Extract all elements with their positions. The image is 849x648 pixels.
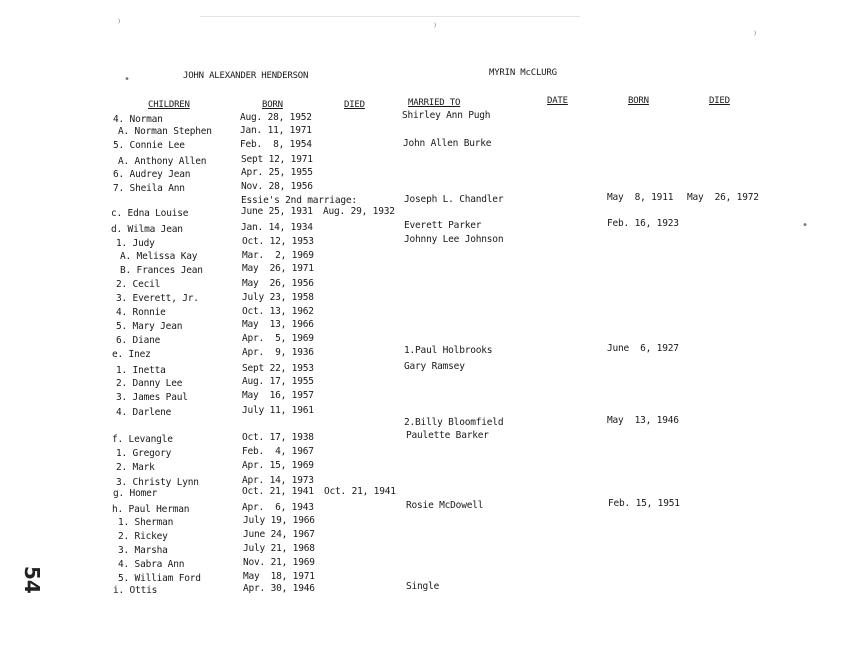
child-name: e. Inez: [112, 349, 151, 360]
child-name: 2. Danny Lee: [116, 378, 183, 389]
child-born: Oct. 21, 1941: [242, 486, 314, 497]
child-name: 2. Mark: [116, 462, 155, 473]
column-date: DATE: [547, 96, 568, 106]
child-name: 4. Darlene: [116, 407, 172, 418]
child-born: May 26, 1971: [242, 263, 314, 274]
child-name: 4. Ronnie: [116, 307, 166, 318]
married-to: John Allen Burke: [403, 138, 492, 149]
parent-name-left: JOHN ALEXANDER HENDERSON: [183, 71, 309, 81]
child-born: Apr. 15, 1969: [242, 460, 314, 471]
spouse-born: May 8, 1911: [607, 192, 674, 203]
child-name: g. Homer: [113, 488, 158, 499]
scan-speck: ⁾: [752, 30, 759, 41]
scan-speck: •: [124, 74, 131, 85]
married-to: 2.Billy Bloomfield: [404, 417, 504, 428]
child-name: c. Edna Louise: [111, 208, 189, 219]
married-to: Paulette Barker: [406, 430, 489, 441]
child-born: Oct. 17, 1938: [242, 432, 314, 443]
child-born: June 25, 1931: [241, 206, 313, 217]
child-born: May 18, 1971: [243, 571, 315, 582]
column-spouse-died: DIED: [709, 96, 730, 106]
married-to: Joseph L. Chandler: [404, 194, 504, 205]
married-to: Gary Ramsey: [404, 361, 465, 372]
child-name: 4. Sabra Ann: [118, 559, 185, 570]
child-died: Oct. 21, 1941: [324, 486, 396, 497]
child-name: 3. James Paul: [116, 392, 188, 403]
parent-name-right: MYRIN McCLURG: [489, 68, 557, 78]
child-born: Apr. 14, 1973: [242, 475, 314, 486]
married-to: Everett Parker: [404, 220, 482, 231]
marriage-note: Essie's 2nd marriage:: [241, 195, 357, 206]
child-name: 1. Gregory: [116, 448, 172, 459]
child-name: 7. Sheila Ann: [113, 183, 185, 194]
child-born: May 13, 1966: [242, 319, 314, 330]
child-name: A. Norman Stephen: [118, 126, 212, 137]
child-born: Mar. 2, 1969: [242, 250, 314, 261]
page-number: 54: [20, 566, 44, 594]
child-name: 1. Inetta: [116, 365, 166, 376]
child-name: 3. Everett, Jr.: [116, 293, 199, 304]
child-born: July 23, 1958: [242, 292, 314, 303]
scan-mark-top: [200, 16, 580, 17]
child-name: 3. Marsha: [118, 545, 168, 556]
child-born: Apr. 5, 1969: [242, 333, 314, 344]
spouse-born: Feb. 16, 1923: [607, 218, 679, 229]
child-name: 6. Diane: [116, 335, 161, 346]
child-name: f. Levangle: [112, 434, 173, 445]
scan-speck: ⁾: [116, 18, 123, 29]
child-born: Aug. 17, 1955: [242, 376, 314, 387]
spouse-died: May 26, 1972: [687, 192, 759, 203]
child-name: 6. Audrey Jean: [113, 169, 191, 180]
child-name: 5. William Ford: [118, 573, 201, 584]
child-born: Apr. 9, 1936: [242, 347, 314, 358]
married-to: Single: [406, 581, 440, 592]
child-born: Sept 12, 1971: [241, 154, 313, 165]
child-name: A. Melissa Kay: [120, 251, 198, 262]
column-died: DIED: [344, 100, 365, 110]
spouse-born: June 6, 1927: [607, 343, 679, 354]
child-name: 4. Norman: [113, 114, 163, 125]
child-born: Jan. 11, 1971: [240, 125, 312, 136]
child-born: July 11, 1961: [242, 405, 314, 416]
scan-speck: •: [802, 220, 809, 231]
child-born: May 26, 1956: [242, 278, 314, 289]
child-name: 5. Mary Jean: [116, 321, 183, 332]
child-born: Oct. 13, 1962: [242, 306, 314, 317]
column-married-to: MARRIED TO: [408, 98, 461, 108]
child-born: Jan. 14, 1934: [241, 222, 313, 233]
scan-speck: ⁾: [432, 22, 439, 33]
column-born: BORN: [262, 100, 283, 110]
married-to: Rosie McDowell: [406, 500, 484, 511]
child-died: Aug. 29, 1932: [323, 206, 395, 217]
child-name: 2. Cecil: [116, 279, 161, 290]
child-born: Nov. 21, 1969: [243, 557, 315, 568]
child-born: July 21, 1968: [243, 543, 315, 554]
column-spouse-born: BORN: [628, 96, 649, 106]
child-born: June 24, 1967: [243, 529, 315, 540]
child-name: B. Frances Jean: [120, 265, 203, 276]
spouse-born: May 13, 1946: [607, 415, 679, 426]
child-born: Aug. 28, 1952: [240, 112, 312, 123]
child-name: 3. Christy Lynn: [116, 477, 199, 488]
child-name: 2. Rickey: [118, 531, 168, 542]
child-name: i. Ottis: [113, 585, 158, 596]
column-children: CHILDREN: [148, 100, 190, 110]
child-born: Sept 22, 1953: [242, 363, 314, 374]
married-to: 1.Paul Holbrooks: [404, 345, 493, 356]
child-name: d. Wilma Jean: [111, 224, 183, 235]
child-name: 5. Connie Lee: [113, 140, 185, 151]
child-name: A. Anthony Allen: [118, 156, 207, 167]
child-born: July 19, 1966: [243, 515, 315, 526]
child-name: h. Paul Herman: [112, 504, 190, 515]
child-born: Apr. 30, 1946: [243, 583, 315, 594]
child-born: Nov. 28, 1956: [241, 181, 313, 192]
child-born: Apr. 6, 1943: [242, 502, 314, 513]
child-born: May 16, 1957: [242, 390, 314, 401]
child-born: Apr. 25, 1955: [241, 167, 313, 178]
child-born: Feb. 8, 1954: [240, 139, 312, 150]
spouse-born: Feb. 15, 1951: [608, 498, 680, 509]
child-born: Feb. 4, 1967: [242, 446, 314, 457]
child-born: Oct. 12, 1953: [242, 236, 314, 247]
child-name: 1. Sherman: [118, 517, 174, 528]
child-name: 1. Judy: [116, 238, 155, 249]
married-to: Johnny Lee Johnson: [404, 234, 504, 245]
married-to: Shirley Ann Pugh: [402, 110, 491, 121]
